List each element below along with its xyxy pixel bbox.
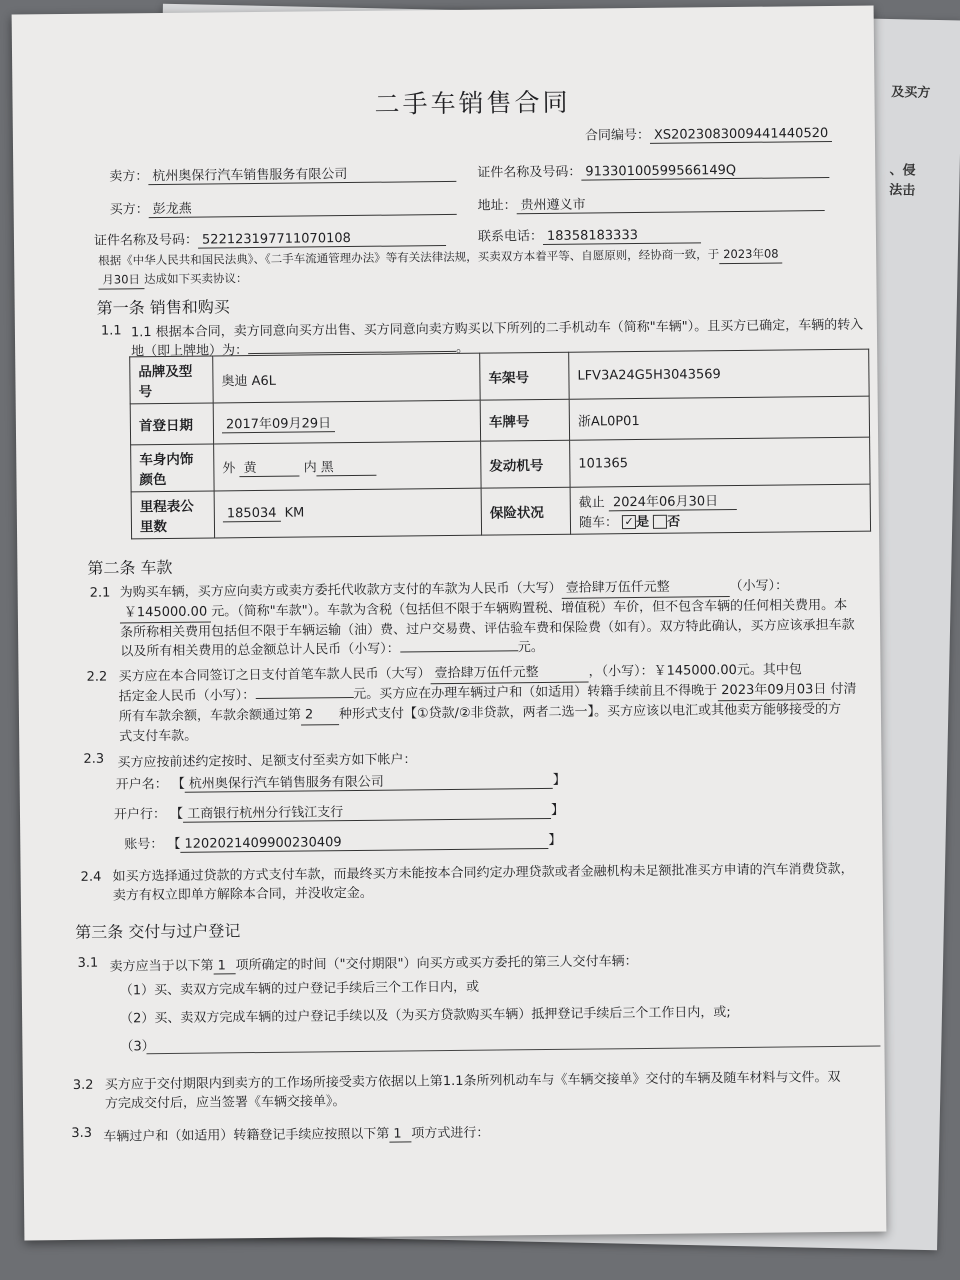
table-row bbox=[131, 437, 870, 492]
contract-page bbox=[12, 6, 887, 1241]
mileage-label: 里程表公里数 bbox=[131, 491, 214, 539]
section-text: 元。买方应在办理车辆过户和（如适用）转籍手续前且不得晚于 bbox=[353, 683, 718, 703]
address-row bbox=[478, 191, 825, 215]
account-number-value: 1202021409900230409 bbox=[180, 833, 548, 853]
exterior-prefix: 外 bbox=[222, 461, 236, 477]
mileage-unit: KM bbox=[284, 505, 305, 521]
bracket-left: 【 bbox=[167, 836, 181, 852]
section-text: 1.1 根据本合同，卖方同意向买方出售、买方同意向卖方购买以下所列的二手机动车（简称"车辆"）。且买方已确定，车辆的转入 bbox=[130, 317, 864, 341]
account-number-label: 账号： bbox=[124, 837, 164, 853]
phone-row bbox=[478, 223, 701, 245]
mileage-cell bbox=[214, 488, 481, 538]
intro-date: 2023年08 bbox=[719, 244, 783, 264]
article-3-heading: 第三条 交付与过户登记 bbox=[75, 921, 241, 942]
seller-id-value: 91330100599566149Q bbox=[581, 162, 829, 181]
brand-value: 奥迪 A6L bbox=[213, 353, 480, 403]
bracket-right: 】 bbox=[548, 832, 562, 848]
section-3-3 bbox=[103, 1122, 489, 1146]
reg-date-value: 2017年09月29日 bbox=[222, 412, 335, 433]
insurance-no-label: 否 bbox=[667, 514, 681, 530]
vin-label: 车架号 bbox=[480, 352, 569, 400]
contract-number-value: XS2023083009441440520 bbox=[650, 126, 832, 144]
section-number: 1.1 bbox=[100, 323, 122, 339]
section-number: 2.2 bbox=[86, 669, 108, 685]
section-text: 买方应于交付期限内到卖方的工作场所接受卖方依据以上第1.1条所列机动车与《车辆交接单》交付的车辆及随车材料与文件。双 bbox=[104, 1069, 841, 1093]
price-chinese: 壹拾肆万伍仟元整 bbox=[562, 577, 730, 599]
insurance-with-car-label: 随车： bbox=[578, 514, 619, 531]
section-text: 付清 bbox=[830, 681, 857, 698]
buyer-id-label: 证件名称及号码： bbox=[93, 232, 199, 249]
payment-method: 2 bbox=[301, 705, 339, 725]
bank-value: 工商银行杭州分行钱江支行 bbox=[183, 799, 551, 823]
address-value: 贵州遵义市 bbox=[517, 191, 825, 214]
intro-paragraph bbox=[98, 244, 783, 289]
section-text: 种形式支付【①贷款/②非贷款，两者二选一】。买方应该以电汇或其他卖方能够接受的方 bbox=[338, 701, 842, 723]
section-text: 元。（简称"车款"）。车款为含税（包括但不限于车辆购置税、增值税）车价，但不包含车辆的任何相关费用。本 bbox=[211, 597, 848, 620]
section-text: 元。 bbox=[517, 640, 544, 656]
first-payment-chinese: 壹拾肆万伍仟元整 bbox=[430, 663, 588, 685]
section-text: 项所确定的时间（"交付期限"）向买方或买方委托的第三人交付车辆： bbox=[235, 954, 638, 974]
insurance-label: 保险状况 bbox=[481, 487, 570, 535]
section-number: 2.3 bbox=[83, 751, 105, 767]
account-number-row bbox=[124, 829, 561, 854]
insurance-yes-checkbox[interactable]: ✓ bbox=[622, 515, 636, 529]
phone-value: 18358183333 bbox=[543, 227, 701, 245]
section-text: 括定金人民币（小写）： bbox=[118, 688, 256, 705]
buyer-id-value: 522123197711070108 bbox=[198, 230, 446, 249]
section-text: 车辆过户和（如适用）转籍登记手续应按照以下第 bbox=[103, 1126, 390, 1145]
plate-label: 车牌号 bbox=[480, 399, 569, 441]
delivery-option-3: （3） bbox=[120, 1039, 155, 1055]
seller-value: 杭州奥保行汽车销售服务有限公司 bbox=[148, 162, 456, 185]
section-number: 2.4 bbox=[80, 869, 102, 885]
table-row bbox=[130, 349, 869, 404]
section-2-3: 买方应按前述约定按时、足额支付至卖方如下帐户： bbox=[117, 752, 417, 771]
delivery-option-1: （1）买、卖双方完成车辆的过户登记手续后三个工作日内，或 bbox=[119, 979, 480, 999]
insurance-no-checkbox[interactable] bbox=[653, 515, 667, 529]
brand-label: 品牌及型号 bbox=[130, 356, 213, 404]
seller-row bbox=[109, 162, 456, 186]
bracket-right: 】 bbox=[552, 772, 566, 788]
section-text: 项方式进行： bbox=[411, 1125, 490, 1142]
vin-value: LFV3A24G5H3043569 bbox=[569, 349, 869, 399]
page-title: 二手车销售合同 bbox=[374, 87, 571, 119]
section-text: 如买方选择通过贷款的方式支付车款，而最终买方未能按本合同约定办理贷款或者金融机构未足额批准买方申请的汽车消费贷款， bbox=[112, 861, 854, 885]
interior-color: 黑 bbox=[317, 456, 377, 477]
section-number: 2.1 bbox=[89, 585, 111, 601]
delivery-option-2: （2）买、卖双方完成车辆的过户登记手续以及（为买方贷款购买车辆）抵押登记手续后三个工作日内，或; bbox=[120, 1005, 731, 1027]
section-text: 所有车款余额，车款余额通过第 bbox=[118, 707, 302, 725]
buyer-id-row bbox=[94, 226, 446, 250]
section-text: 地（即上牌地）为： bbox=[131, 343, 249, 360]
section-text: 元。其中包 bbox=[736, 662, 802, 678]
total-blank bbox=[400, 650, 518, 652]
first-payment-number: ，（小写）：￥145000.00 bbox=[588, 662, 737, 680]
section-2-1 bbox=[120, 576, 861, 662]
section-text: 方完成交付后，应当签署《车辆交接单》。 bbox=[104, 1094, 346, 1112]
section-3-1 bbox=[109, 950, 637, 976]
reg-date-cell bbox=[213, 400, 480, 444]
intro-text: 达成如下买卖协议： bbox=[143, 271, 248, 287]
buyer-row bbox=[110, 195, 457, 219]
insurance-until-label: 截止 bbox=[578, 494, 605, 511]
seller-id-row bbox=[477, 158, 829, 182]
color-cell bbox=[214, 441, 481, 491]
interior-prefix: 内 bbox=[303, 460, 317, 476]
seller-label: 卖方： bbox=[109, 169, 149, 185]
section-text: 为购买车辆，买方应向卖方或卖方委托代收款方支付的车款为人民币（大写） bbox=[119, 580, 562, 601]
exterior-color: 黄 bbox=[239, 457, 299, 478]
section-2-4 bbox=[113, 859, 883, 905]
balance-deadline: 2023年09月03日 bbox=[717, 680, 830, 701]
buyer-label: 买方： bbox=[109, 202, 149, 218]
bracket-left: 【 bbox=[170, 806, 184, 822]
section-text: 卖方有权立即单方解除本合同，并没收定金。 bbox=[112, 885, 373, 904]
vehicle-info-table bbox=[129, 349, 871, 540]
mileage-value: 185034 bbox=[223, 506, 281, 523]
section-number: 3.3 bbox=[71, 1125, 93, 1141]
address-label: 地址： bbox=[477, 198, 517, 214]
bank-label: 开户行： bbox=[113, 806, 167, 823]
under-sheet-text: 法击 bbox=[889, 183, 916, 199]
section-3-2 bbox=[105, 1067, 885, 1113]
bracket-left: 【 bbox=[171, 776, 185, 792]
plate-value: 浙AL0P01 bbox=[569, 396, 869, 440]
engine-value: 101365 bbox=[570, 437, 870, 487]
section-2-2 bbox=[118, 660, 879, 747]
intro-date: 月30日 bbox=[98, 270, 144, 289]
bank-row bbox=[114, 799, 564, 824]
section-text: 。 bbox=[456, 340, 470, 356]
buyer-value: 彭龙燕 bbox=[149, 195, 457, 218]
section-text: （小写）： bbox=[729, 578, 789, 595]
bracket-right: 】 bbox=[551, 802, 565, 818]
section-text: 式支付车款。 bbox=[119, 728, 198, 745]
under-sheet-text: 、侵 bbox=[889, 163, 916, 179]
seller-id-label: 证件名称及号码： bbox=[477, 164, 582, 181]
engine-label: 发动机号 bbox=[481, 440, 570, 488]
deposit-blank bbox=[255, 697, 353, 699]
insurance-until-value: 2024年06月30日 bbox=[609, 489, 737, 510]
reg-date-label: 首登日期 bbox=[130, 403, 213, 445]
section-text: 买方应在本合同签订之日支付首笔车款人民币（大写） bbox=[118, 666, 431, 685]
phone-label: 联系电话： bbox=[477, 228, 544, 245]
account-name-value: 杭州奥保行汽车销售服务有限公司 bbox=[185, 769, 553, 793]
article-1-heading: 第一条 销售和购买 bbox=[96, 297, 230, 318]
section-text: 以及所有相关费用的总金额总计人民币（小写）： bbox=[120, 641, 400, 660]
price-number: ￥145000.00 bbox=[120, 602, 212, 623]
color-label: 车身内饰颜色 bbox=[131, 444, 214, 492]
article-2-heading: 第二条 车款 bbox=[87, 557, 173, 578]
section-text: 卖方应当于以下第 bbox=[109, 958, 214, 975]
section-number: 3.1 bbox=[77, 955, 99, 971]
transfer-item: 1 bbox=[389, 1126, 411, 1142]
insurance-yes-label: 是 bbox=[636, 514, 650, 530]
table-row bbox=[131, 484, 870, 539]
under-sheet-text: 及买方 bbox=[891, 85, 931, 101]
section-text: 条所称相关费用包括但不限于车辆运输（油）费、过户交易费、评估验车费和保险费（如有）。双方特此确认，买方应该承担车款 bbox=[120, 617, 855, 641]
insurance-cell bbox=[570, 484, 870, 534]
delivery-item: 1 bbox=[214, 958, 236, 974]
option-3-blank bbox=[146, 1046, 880, 1055]
account-name-row bbox=[116, 769, 566, 794]
contract-number bbox=[585, 122, 833, 145]
section-number: 3.2 bbox=[72, 1077, 94, 1093]
intro-text: 根据《中华人民共和国民法典》、《二手车流通管理办法》等有关法律法规，买卖双方本着平等、自愿原则，经协商一致，于 bbox=[98, 247, 720, 268]
account-name-label: 开户名： bbox=[115, 776, 168, 793]
contract-number-label: 合同编号： bbox=[584, 127, 650, 144]
